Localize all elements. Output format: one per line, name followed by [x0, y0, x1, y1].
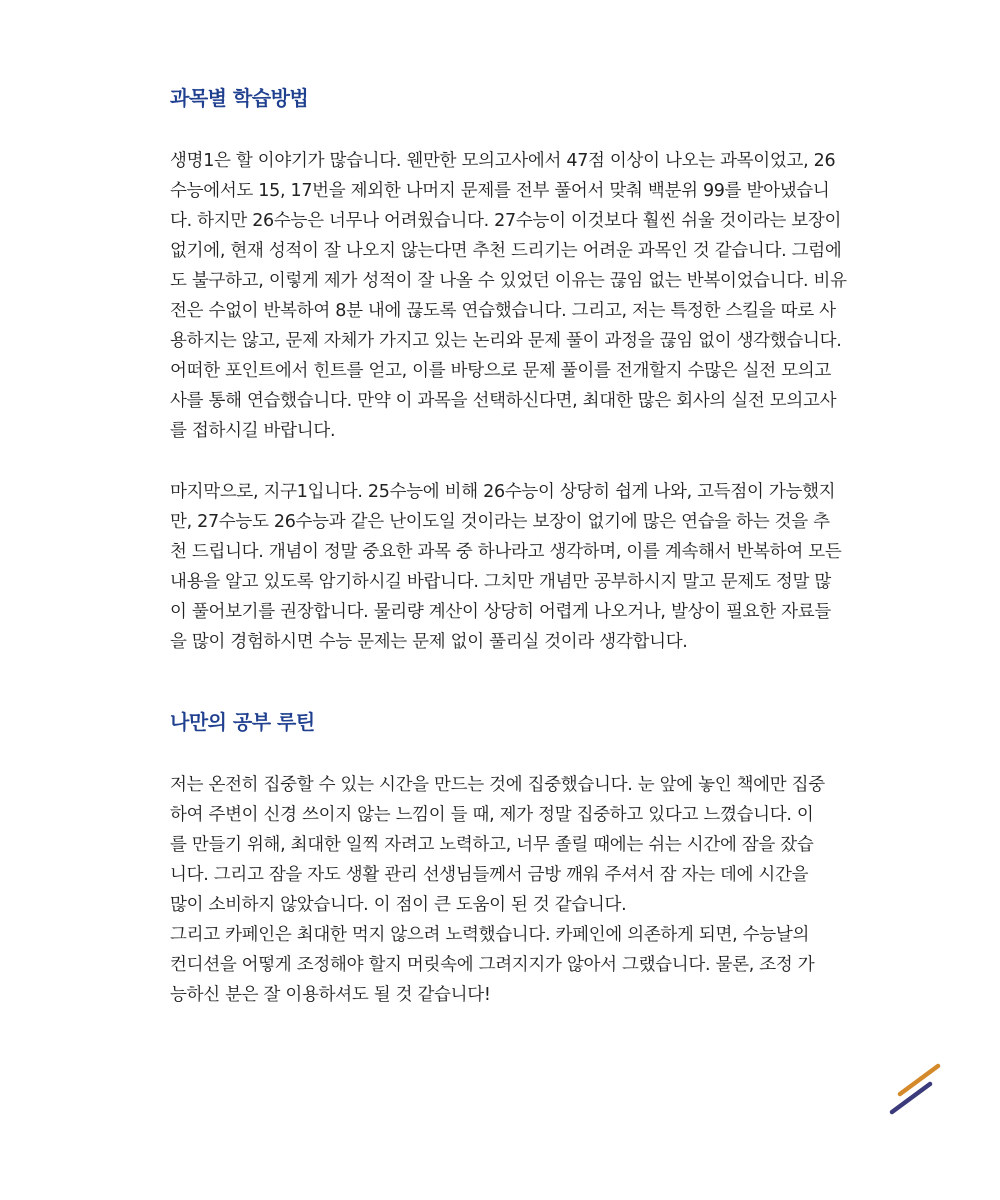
text-line: 만, 27수능도 26수능과 같은 난이도일 것이라는 보장이 없기에 많은 연습을 하는 것을 추: [170, 512, 830, 532]
section-title-study-routine: 나만의 공부 루틴: [170, 710, 315, 734]
text-line: 없기에, 현재 성적이 잘 나오지 않는다면 추천 드리기는 어려운 과목인 것 같습니다. 그럼에: [170, 241, 842, 261]
text-line: 도 불구하고, 이렇게 제가 성적이 잘 나올 수 있었던 이유는 끊임 없는 반복이었습니다. 비유: [170, 271, 847, 291]
text-line: 어떠한 포인트에서 힌트를 얻고, 이를 바탕으로 문제 풀이를 전개할지 수많은 실전 모의고: [170, 361, 831, 381]
text-line: 그리고 카페인은 최대한 먹지 않으려 노력했습니다. 카페인에 의존하게 되면, 수능날의: [170, 925, 810, 945]
section-title-study-method: 과목별 학습방법: [170, 86, 309, 110]
text-line: 능하신 분은 잘 이용하셔도 될 것 같습니다!: [170, 985, 491, 1005]
paragraph-routine: [170, 770, 825, 1010]
text-line: 천 드립니다. 개념이 정말 중요한 과목 중 하나라고 생각하며, 이를 계속해서 반복하여 모든: [170, 542, 842, 562]
text-line: 를 만들기 위해, 최대한 일찍 자려고 노력하고, 너무 졸릴 때에는 쉬는 시간에 잠을 잤습: [170, 835, 814, 855]
text-line: 다. 하지만 26수능은 너무나 어려웠습니다. 27수능이 이것보다 훨씬 쉬울 것이라는 보장이: [170, 211, 842, 231]
text-line: 이 풀어보기를 권장합니다. 물리량 계산이 상당히 어렵게 나오거나, 발상이 필요한 자료들: [170, 602, 831, 622]
text-line: 을 많이 경험하시면 수능 문제는 문제 없이 풀리실 것이라 생각합니다.: [170, 632, 688, 652]
text-line: 내용을 알고 있도록 암기하시길 바랍니다. 그치만 개념만 공부하시지 말고 문제도 정말 많: [170, 572, 831, 592]
text-line: 컨디션을 어떻게 조정해야 할지 머릿속에 그려지지가 않아서 그랬습니다. 물론, 조정 가: [170, 955, 815, 975]
double-slash-icon: [884, 1058, 946, 1120]
paragraph-biology: [170, 146, 847, 446]
text-line: 용하지는 않고, 문제 자체가 가지고 있는 논리와 문제 풀이 과정을 끊임 없이 생각했습니다.: [170, 331, 842, 351]
text-line: 하여 주변이 신경 쓰이지 않는 느낌이 들 때, 제가 정말 집중하고 있다고 느꼈습니다. 이: [170, 805, 814, 825]
text-line: 수능에서도 15, 17번을 제외한 나머지 문제를 전부 풀어서 맞춰 백분위 99를 받아냈습니: [170, 181, 830, 201]
text-line: 사를 통해 연습했습니다. 만약 이 과목을 선택하신다면, 최대한 많은 회사의 실전 모의고사: [170, 391, 837, 411]
text-line: 전은 수없이 반복하여 8분 내에 끊도록 연습했습니다. 그리고, 저는 특정한 스킬을 따로 사: [170, 301, 836, 321]
text-line: 많이 소비하지 않았습니다. 이 점이 큰 도움이 된 것 같습니다.: [170, 895, 627, 915]
paragraph-earth-science: [170, 477, 841, 657]
text-line: 생명1은 할 이야기가 많습니다. 웬만한 모의고사에서 47점 이상이 나오는 과목이었고, 26: [170, 151, 836, 171]
text-line: 를 접하시길 바랍니다.: [170, 421, 336, 441]
text-line: 저는 온전히 집중할 수 있는 시간을 만드는 것에 집중했습니다. 눈 앞에 놓인 책에만 집중: [170, 775, 825, 795]
text-line: 마지막으로, 지구1입니다. 25수능에 비해 26수능이 상당히 쉽게 나와, 고득점이 가능했지: [170, 482, 836, 502]
text-line: 니다. 그리고 잠을 자도 생활 관리 선생님들께서 금방 깨워 주셔서 잠 자는 데에 시간을: [170, 865, 809, 885]
